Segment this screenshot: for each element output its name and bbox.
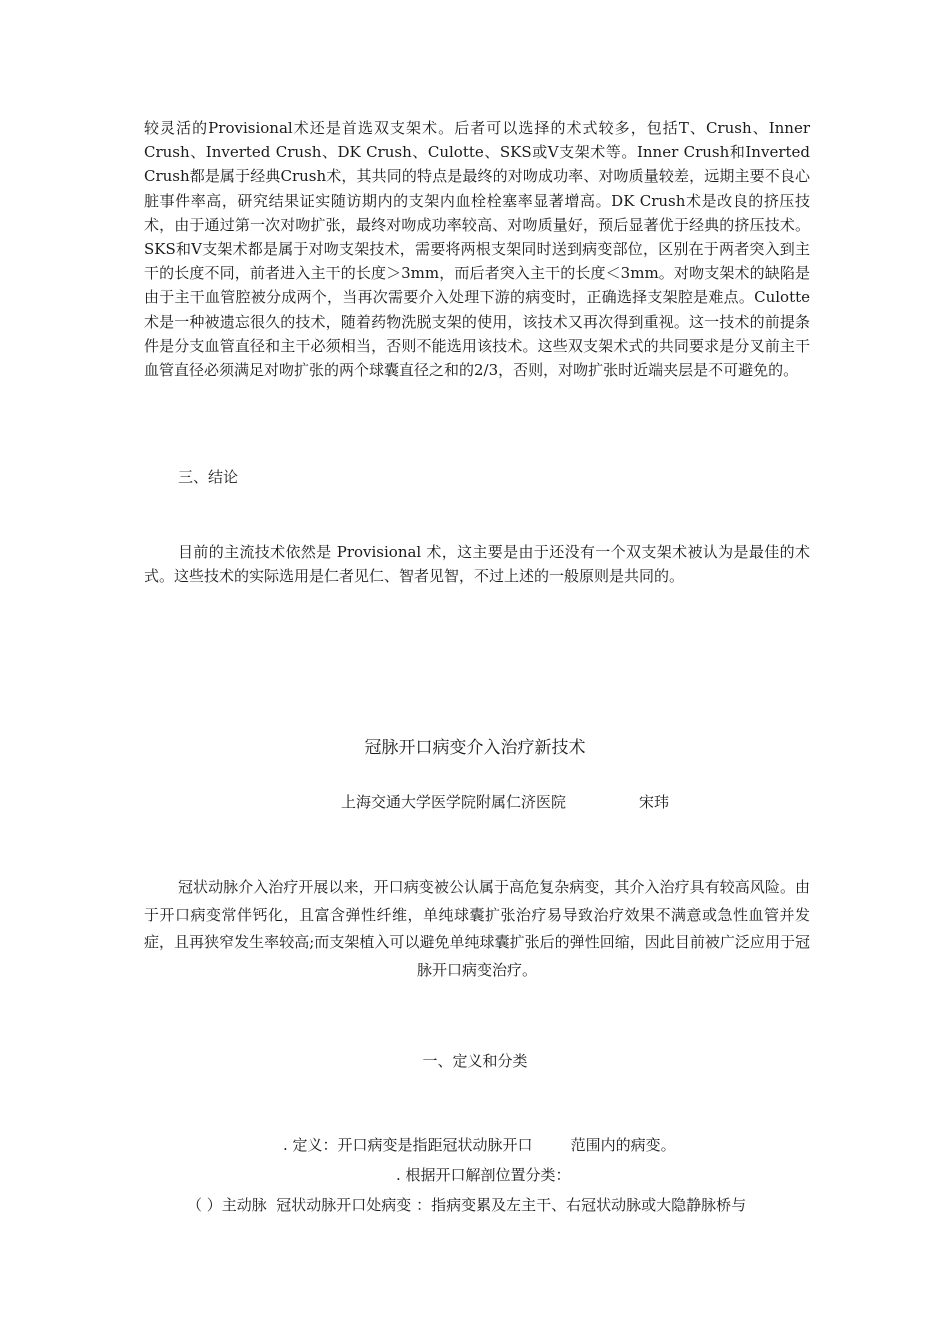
classification-line: . 根据开口解剖位置分类： <box>396 1166 571 1184</box>
classification-item-line: （ ）主动脉 冠状动脉开口处病变 ：指病变累及左主干、右冠状动脉或大隐静脉桥与 <box>187 1196 747 1214</box>
section-heading-conclusion: 三、结论 <box>178 468 239 486</box>
section-heading-definition: 一、定义和分类 <box>422 1052 528 1070</box>
body-paragraph-continued: 较灵活的Provisional术还是首选双支架术。后者可以选择的术式较多，包括T、Crush、Inner Crush、Inverted Crush、DK Crush、Culotte、SKS或V支架术等。Inner Crush和Inverted Crush都是属于经典Crush术，其共同的特点是最终的对吻成功率、对吻质量较差，远期主要不良心脏事件率高，研究结果证实随访期内的支架内血栓栓塞率显著增高。DK Crush术是改良的挤压技术，由于通过第一次对吻扩张，最终对吻成功率较高、对吻质量好，预后显著优于经典的挤压技术。SKS和V支架术都是属于对吻支架技术，需要将两根支架同时送到病变部位，区别在于两者突入到主干的长度不同，前者进入主干的长度＞3mm，而后者突入主干的长度＜3mm。对吻支架术的缺陷是由于主干血管腔被分成两个，当再次需要介入处理下游的病变时，正确选择支架腔是难点。Culotte 术是一种被遗忘很久的技术，随着药物洗脱支架的使用，该技术又再次得到重视。这一技术的前提条件是分支血管直径和主干必须相当，否则不能选用该技术。这些双支架术式的共同要求是分叉前主干血管直径必须满足对吻扩张的两个球囊直径之和的2/3，否则，对吻扩张时近端夹层是不可避免的。 <box>144 119 810 380</box>
article-title: 冠脉开口病变介入治疗新技术 <box>364 738 586 758</box>
definition-line: . 定义：开口病变是指距冠状动脉开口 范围内的病变。 <box>283 1136 676 1154</box>
author-name: 宋玮 <box>639 793 670 811</box>
intro-paragraph: 冠状动脉介入治疗开展以来，开口病变被公认属于高危复杂病变，其介入治疗具有较高风险。由于开口病变常伴钙化，且富含弹性纤维，单纯球囊扩张治疗易导致治疗效果不满意或急性血管并发症，且再狭窄发生率较高;而支架植入可以避免单纯球囊扩张后的弹性回缩，因此目前被广泛应用于冠脉开口病变治疗。 <box>144 878 810 979</box>
author-affiliation: 上海交通大学医学院附属仁济医院 <box>341 793 567 811</box>
conclusion-paragraph: 目前的主流技术依然是 Provisional 术，这主要是由于还没有一个双支架术被认为是最佳的术式。这些技术的实际选用是仁者见仁、智者见智，不过上述的一般原则是共同的。 <box>144 543 810 586</box>
